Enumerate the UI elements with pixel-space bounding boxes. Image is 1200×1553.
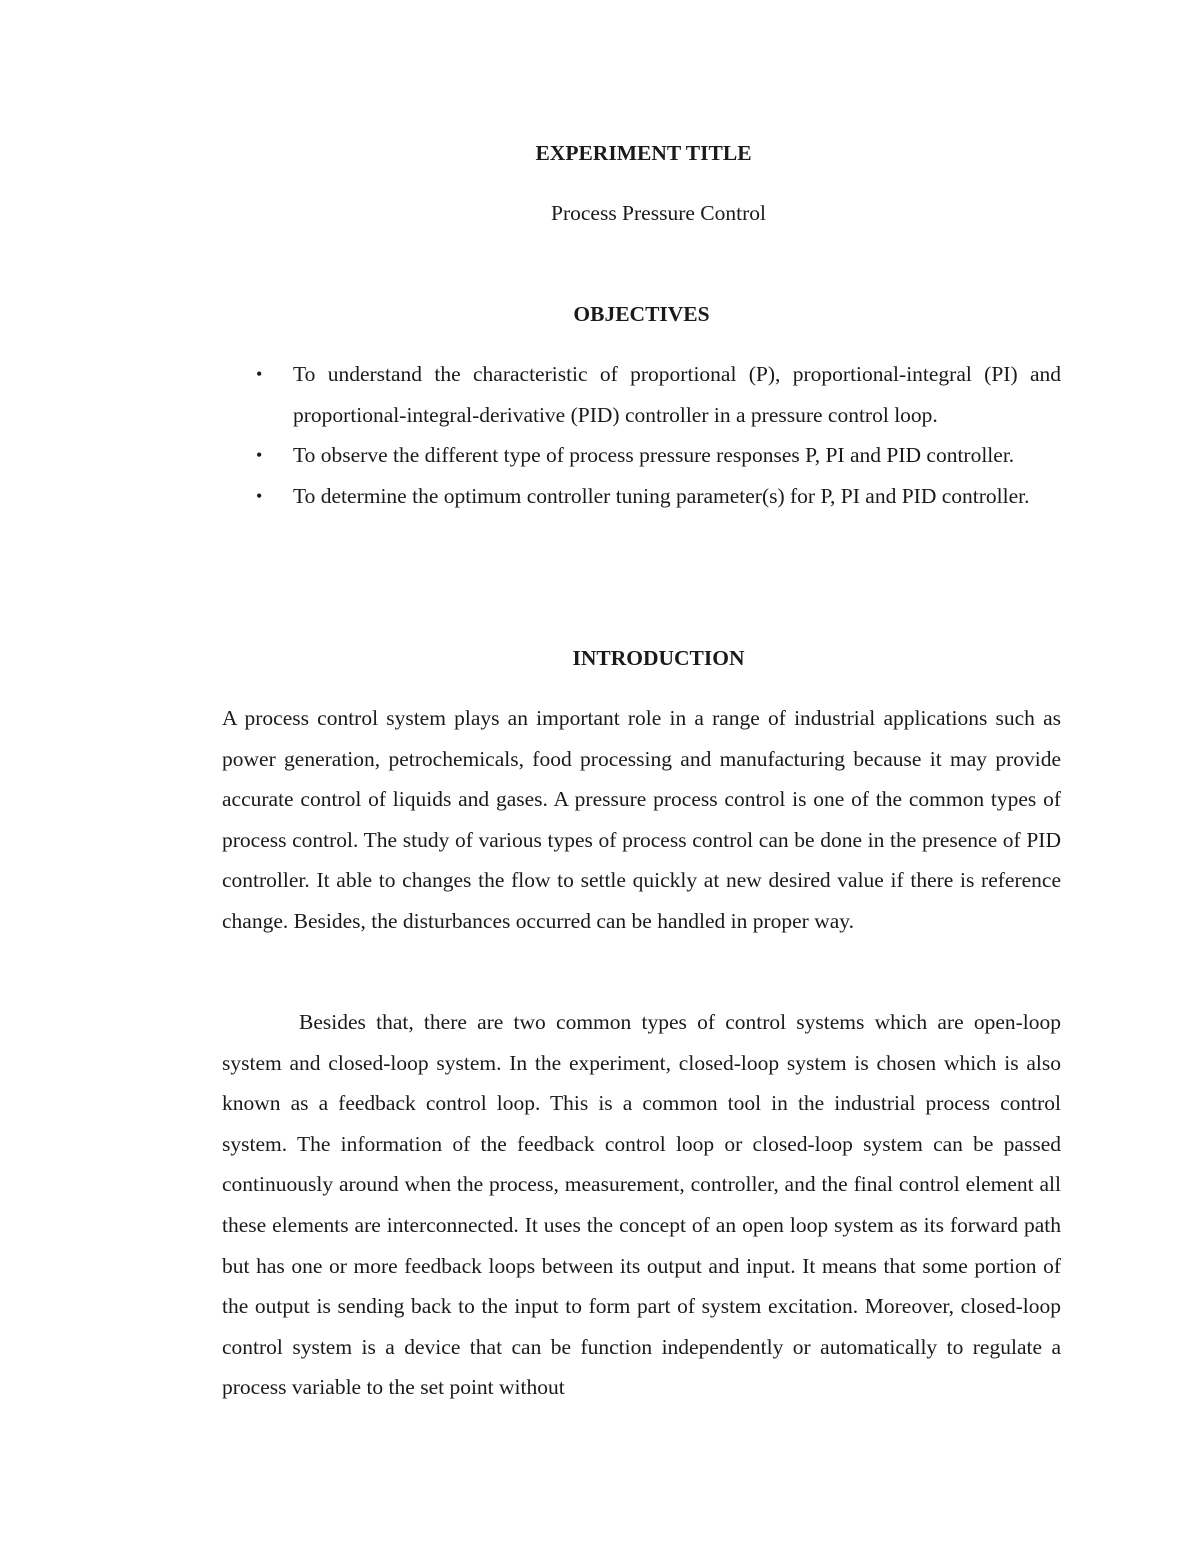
bullet-icon: • — [256, 445, 263, 466]
objective-text: To observe the different type of process pressure responses P, PI and PID controller. — [293, 443, 1015, 468]
objective-text: To determine the optimum controller tuning parameter(s) for P, PI and PID controller. — [293, 483, 1030, 508]
bullet-icon: • — [256, 364, 263, 384]
objective-item — [222, 435, 1061, 476]
introduction-paragraph: A process control system plays an important role in a range of industrial applications such as power generation, petrochemicals, food processing and manufacturing because it may provide accurate control of liquids and gases. A pressure process control is one of the common types of process control. The study of various types of process control can be done in the presence of PID controller. It able to changes the flow to settle quickly at new desired value if there is reference change. Besides, the disturbances occurred can be handled in proper way. — [222, 706, 1061, 933]
objectives-heading: OBJECTIVES — [573, 302, 710, 326]
objectives-list — [222, 354, 1061, 516]
experiment-title: Process Pressure Control — [551, 201, 766, 225]
objective-item — [222, 354, 1061, 435]
introduction-paragraph: Besides that, there are two common types of control systems which are open-loop system and closed-loop system. In the experiment, closed-loop system is chosen which is also known as a feedback control loop. This is a common tool in the industrial process control system. The information of the feedback control loop or closed-loop system can be passed continuously around when the process, measurement, controller, and the final control element all these elements are interconnected. It uses the concept of an open loop system as its forward path but has one or more feedback loops between its output and input. It means that some portion of the output is sending back to the input to form part of system excitation. Moreover, closed-loop control system is a device that can be function independently or automatically to regulate a process variable to the set point without — [222, 1010, 1061, 1400]
document-page — [222, 0, 1061, 1553]
objective-text: To understand the characteristic of proportional (P), proportional-integral (PI) and proportional-integral-derivative (PID) controller in a pressure control loop. — [293, 362, 1061, 427]
experiment-title-heading: EXPERIMENT TITLE — [535, 141, 752, 165]
introduction-heading: INTRODUCTION — [572, 646, 745, 670]
bullet-icon: • — [256, 485, 263, 506]
objective-item — [222, 476, 1061, 517]
